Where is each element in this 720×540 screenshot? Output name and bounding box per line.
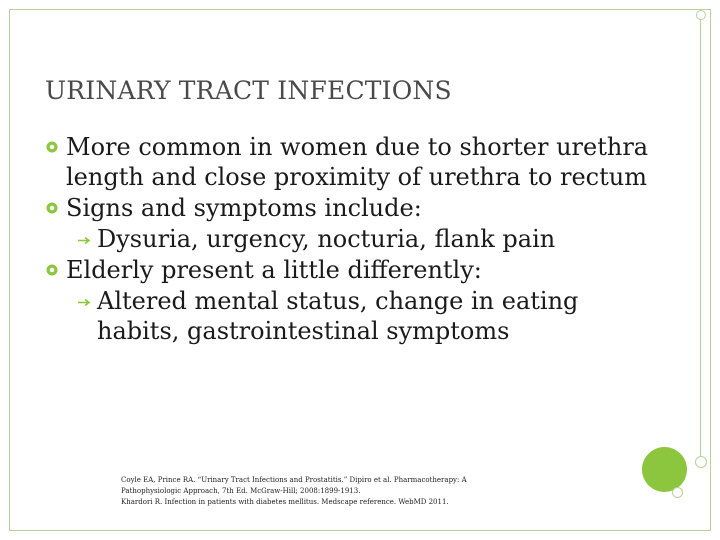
decor-circle-small — [672, 487, 683, 498]
bullet-item — [46, 193, 666, 223]
circle-bullet-icon — [46, 264, 58, 276]
sub-bullet-text: Altered mental status, change in eating habits, gastrointestinal symptoms — [97, 287, 579, 345]
decor-circle-top — [696, 10, 706, 20]
sub-bullet-text: Dysuria, urgency, nocturia, flank pain — [97, 225, 556, 253]
sub-bullet-item — [77, 224, 666, 254]
circle-bullet-icon — [46, 202, 58, 214]
sub-bullet-item — [77, 286, 666, 346]
references — [121, 475, 481, 508]
bullet-item — [46, 255, 666, 285]
circle-bullet-icon — [46, 141, 58, 153]
bullet-item — [46, 132, 666, 192]
bullet-text: Elderly present a little differently: — [66, 256, 482, 284]
arrow-bullet-icon — [77, 298, 95, 307]
decor-vertical-line — [700, 10, 701, 468]
bullet-text: More common in women due to shorter urethra length and close proximity of urethra to rectum — [66, 133, 649, 191]
decor-circle-accent — [642, 447, 687, 492]
slide-body — [46, 132, 666, 347]
arrow-bullet-icon — [77, 236, 95, 245]
reference-line: Pathophysiologic Approach, 7th Ed. McGraw-Hill; 2008:1899-1913. — [121, 487, 361, 495]
reference-line: Coyle EA, Prince RA. “Urinary Tract Infections and Prostatitis.” Dipiro et al. Pharmacotherapy: A — [121, 476, 467, 484]
bullet-text: Signs and symptoms include: — [66, 194, 422, 222]
reference-line: Khardori R. Infection in patients with diabetes mellitus. Medscape reference. WebMD 2011. — [121, 498, 449, 506]
slide-title: URINARY TRACT INFECTIONS — [45, 76, 452, 105]
decor-circle-mid — [695, 456, 707, 468]
